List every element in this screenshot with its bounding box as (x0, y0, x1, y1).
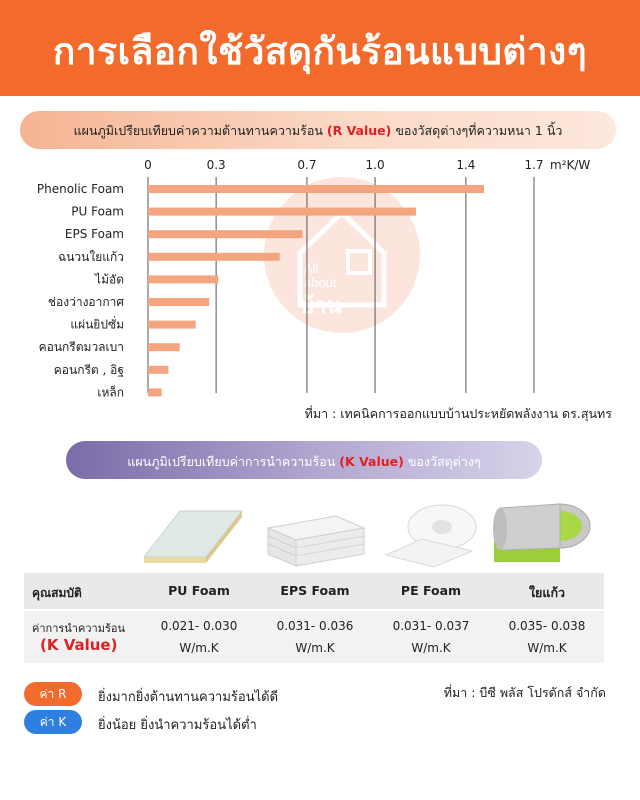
category-label: ฉนวนใยแก้ว (58, 249, 124, 264)
watermark-text-1: All (304, 261, 319, 276)
bar (148, 208, 416, 216)
bar (148, 343, 180, 351)
category-label: EPS Foam (64, 227, 124, 242)
k-unit-pe-foam: W/m.K (411, 641, 451, 655)
r-title-highlight: (R Value) (326, 123, 392, 138)
r-title-text: แผนภูมิเปรียบเทียบค่าความต้านทานความร้อน (73, 123, 323, 138)
k-value-section-title (66, 441, 542, 479)
r-title-suffix: ของวัสดุต่างๆที่ความหนา 1 นิ้ว (395, 123, 563, 138)
bar (148, 275, 218, 283)
legend-k-text: ยิ่งน้อย ยิ่งนำความร้อนได้ต่ำ (98, 718, 257, 733)
table-row (24, 611, 604, 663)
k-title-highlight: (K Value) (339, 454, 404, 469)
row-label-k: ค่าการนำความร้อน (32, 622, 125, 635)
bar (148, 298, 209, 306)
k-value-pe-foam: 0.031- 0.037 (392, 619, 470, 633)
eps-foam-image (264, 512, 368, 570)
category-label: ไม้อัด (95, 272, 124, 287)
k-title-text: แผนภูมิเปรียบเทียบค่าการนำความร้อน (127, 454, 336, 469)
x-tick-label: 0.3 (206, 158, 226, 172)
k-title-suffix: ของวัสดุต่างๆ (407, 454, 481, 469)
table-header-property: คุณสมบัติ (32, 586, 82, 600)
x-tick-label: 1.4 (456, 158, 476, 172)
table-source: ที่มา : บีซี พลัส โปรดักส์ จำกัด (443, 685, 606, 700)
bar (148, 366, 168, 374)
legend-r-text: ยิ่งมากยิ่งต้านทานความร้อนได้ดี (98, 690, 279, 705)
legend-k-badge: ค่า K (24, 710, 82, 734)
category-label: คอนกรีต , อิฐ (53, 362, 124, 377)
pu-foam-image (140, 505, 246, 567)
table-header-row (24, 573, 604, 609)
table-header-pu-foam: PU Foam (168, 583, 230, 598)
table-header-pe-foam: PE Foam (400, 583, 462, 598)
category-label: แผ่นยิปซั่ม (70, 317, 124, 332)
category-label: ช่องว่างอากาศ (47, 295, 124, 309)
r-value-bar-chart (0, 155, 640, 405)
fiberglass-image (490, 500, 596, 568)
k-value-fiberglass: 0.035- 0.038 (508, 619, 586, 633)
bar (148, 388, 162, 396)
watermark-logo (264, 177, 420, 333)
axis-unit-label: m²K/W (550, 158, 591, 172)
watermark-text-2: about (304, 275, 337, 290)
k-value-eps-foam: 0.031- 0.036 (276, 619, 354, 633)
category-label: PU Foam (71, 204, 124, 219)
k-value-table (24, 573, 604, 663)
bar (148, 230, 302, 238)
k-unit-fiberglass: W/m.K (527, 641, 567, 655)
table-header-fiberglass: ใยแก้ว (528, 585, 566, 600)
x-tick-label: 0.7 (297, 158, 317, 172)
page-title: การเลือกใช้วัสดุกันร้อนแบบต่างๆ (52, 30, 588, 73)
k-unit-pu-foam: W/m.K (179, 641, 219, 655)
legend-r-badge: ค่า R (24, 682, 82, 706)
pe-foam-image (382, 497, 482, 569)
bar (148, 253, 280, 261)
bar (148, 321, 196, 329)
r-value-section-title (20, 111, 616, 149)
category-label: เหล็ก (97, 385, 124, 400)
category-label: Phenolic Foam (36, 182, 124, 196)
category-label: คอนกรีตมวลเบา (38, 340, 124, 355)
watermark-text-3: บ้าน (300, 294, 342, 319)
bar (148, 185, 484, 193)
x-tick-label: 0 (144, 158, 152, 172)
row-label-k-value: (K Value) (40, 636, 118, 654)
table-header-eps-foam: EPS Foam (280, 583, 350, 598)
k-value-pu-foam: 0.021- 0.030 (160, 619, 238, 633)
x-tick-label: 1.7 (524, 158, 544, 172)
r-chart-source: ที่มา : เทคนิคการออกแบบบ้านประหยัดพลังงาน ดร.สุนทร (304, 406, 612, 421)
header-banner (0, 0, 640, 96)
k-unit-eps-foam: W/m.K (295, 641, 335, 655)
x-tick-label: 1.0 (365, 158, 385, 172)
